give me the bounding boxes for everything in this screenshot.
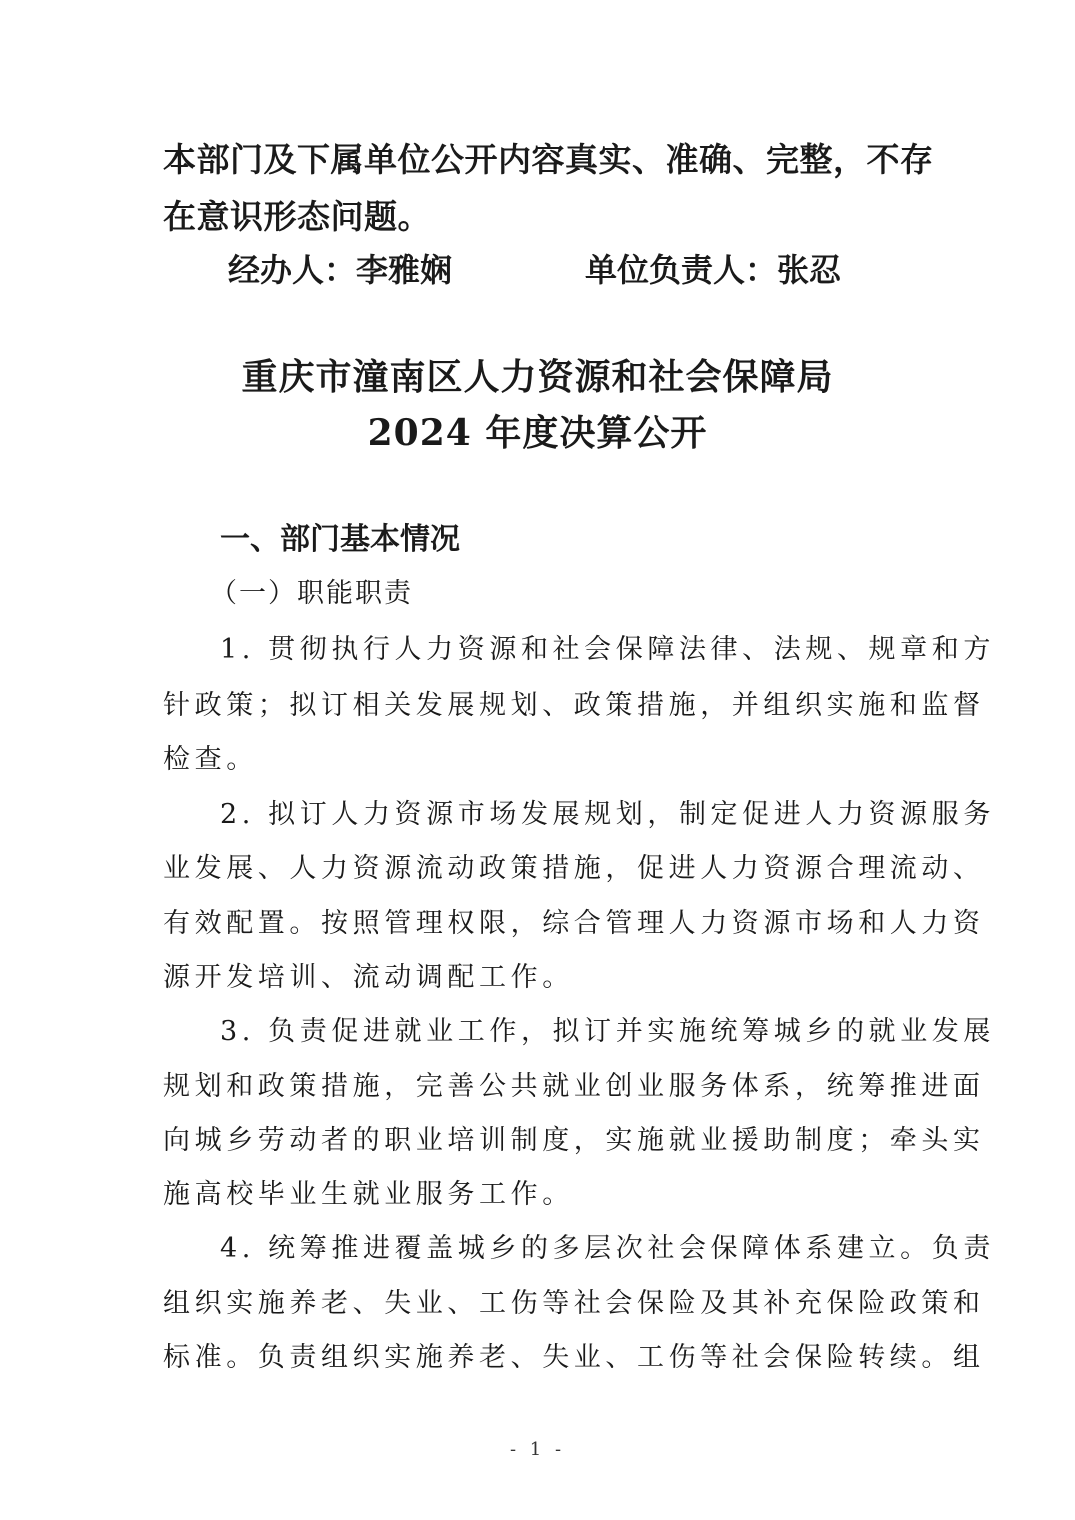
paragraph-1-line-3: 检查。 [163,744,258,775]
paragraph-1-line-1: 1. 贯彻执行人力资源和社会保障法律、法规、规章和方 [220,634,995,665]
paragraph-3-line-1: 3. 负责促进就业工作，拟订并实施统筹城乡的就业发展 [220,1016,995,1047]
paragraph-4-line-3: 标准。负责组织实施养老、失业、工伤等社会保险转续。组 [163,1342,985,1373]
paragraph-1-line-2: 针政策；拟订相关发展规划、政策措施，并组织实施和监督 [163,690,985,721]
paragraph-4-line-2: 组织实施养老、失业、工伤等社会保险及其补充保险政策和 [163,1288,985,1319]
paragraph-4-line-1: 4. 统筹推进覆盖城乡的多层次社会保障体系建立。负责 [220,1233,995,1264]
document-title-line-2: 2024 年度决算公开 [367,412,708,454]
responsible-signature: 单位负责人：张忍 [585,251,842,289]
page-number: - 1 - [509,1439,566,1460]
paragraph-2-line-4: 源开发培训、流动调配工作。 [163,962,574,993]
paragraph-2-line-1: 2. 拟订人力资源市场发展规划，制定促进人力资源服务 [220,799,995,830]
handler-signature: 经办人：李雅娴 [228,251,453,289]
paragraph-3-line-3: 向城乡劳动者的职业培训制度，实施就业援助制度；牵头实 [163,1125,985,1156]
paragraph-3-line-4: 施高校毕业生就业服务工作。 [163,1179,574,1210]
document-title-line-1: 重庆市潼南区人力资源和社会保障局 [241,356,834,398]
sub-heading: （一）职能职责 [210,578,413,609]
signers-row [0,243,1075,297]
statement-line-2: 在意识形态问题。 [163,197,431,236]
paragraph-2-line-2: 业发展、人力资源流动政策措施，促进人力资源合理流动、 [163,853,985,884]
statement-line-1: 本部门及下属单位公开内容真实、准确、完整，不存 [163,140,934,179]
section-heading: 一、部门基本情况 [220,522,460,557]
paragraph-2-line-3: 有效配置。按照管理权限，综合管理人力资源市场和人力资 [163,908,985,939]
paragraph-3-line-2: 规划和政策措施，完善公共就业创业服务体系，统筹推进面 [163,1071,985,1102]
